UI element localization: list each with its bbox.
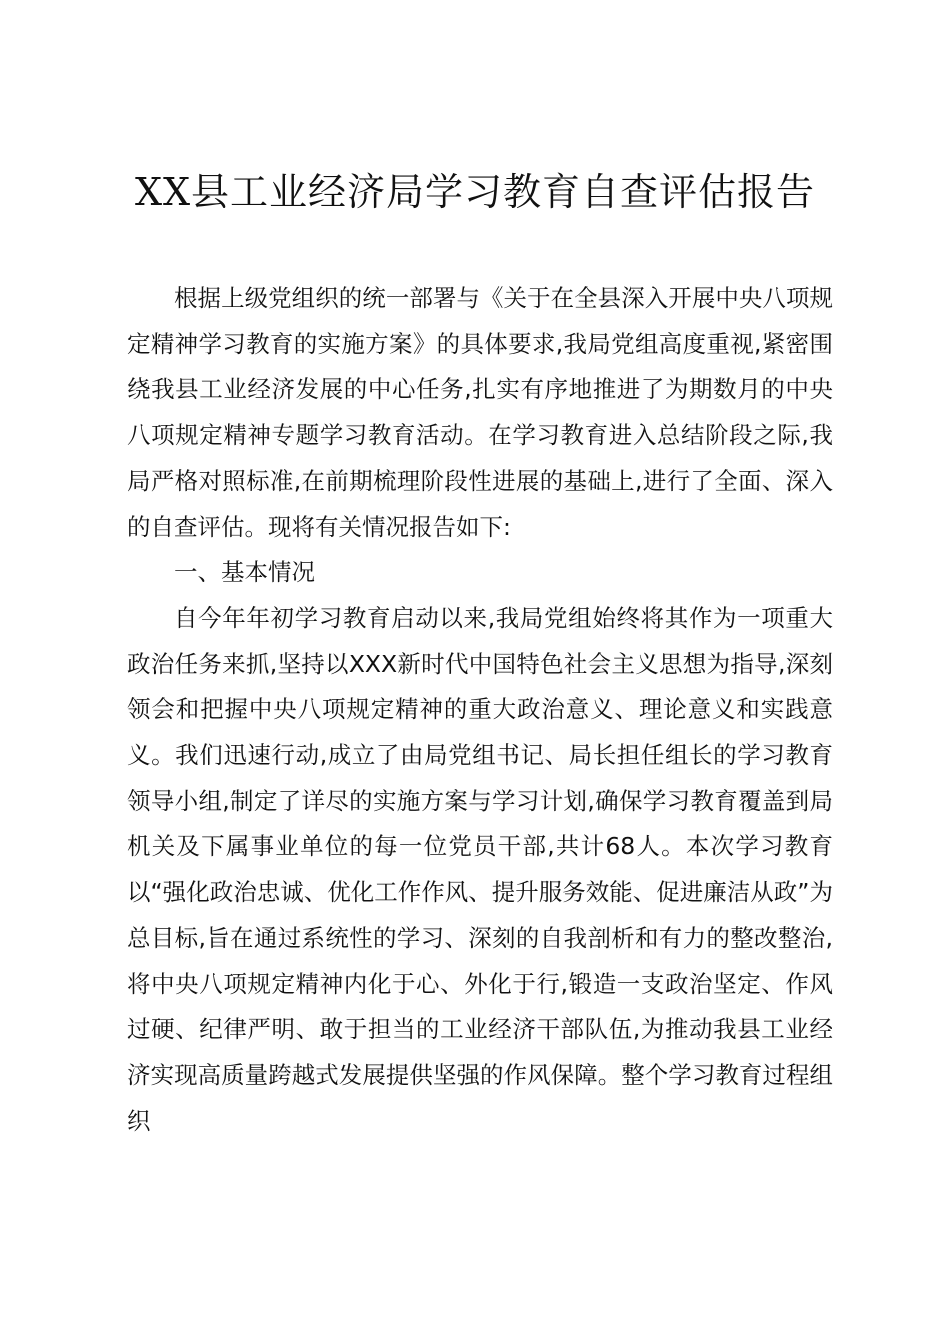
section-heading-basic-situation: 一、基本情况 [174, 558, 315, 587]
document-title: XX县工业经济局学习教育自查评估报告 [134, 170, 816, 214]
document-body [127, 276, 833, 1144]
intro-paragraph: 根据上级党组织的统一部署与《关于在全县深入开展中央八项规定精神学习教育的实施方案》的具体要求,我局党组高度重视,紧密围绕我县工业经济发展的中心任务,扎实有序地推进了为期数月的中央八项规定精神专题学习教育活动。在学习教育进入总结阶段之际,我局严格对照标准,在前期梳理阶段性进展的基础上,进行了全面、深入的自查评估。现将有关情况报告如下: [127, 284, 833, 541]
basic-situation-paragraph: 自今年年初学习教育启动以来,我局党组始终将其作为一项重大政治任务来抓,坚持以XXX新时代中国特色社会主义思想为指导,深刻领会和把握中央八项规定精神的重大政治意义、理论意义和实践意义。我们迅速行动,成立了由局党组书记、局长担任组长的学习教育领导小组,制定了详尽的实施方案与学习计划,确保学习教育覆盖到局机关及下属事业单位的每一位党员干部,共计68人。本次学习教育以“强化政治忠诚、优化工作作风、提升服务效能、促进廉洁从政”为总目标,旨在通过系统性的学习、深刻的自我剖析和有力的整改整治,将中央八项规定精神内化于心、外化于行,锻造一支政治坚定、作风过硬、纪律严明、敢于担当的工业经济干部队伍,为推动我县工业经济实现高质量跨越式发展提供坚强的作风保障。整个学习教育过程组织 [127, 603, 833, 1135]
